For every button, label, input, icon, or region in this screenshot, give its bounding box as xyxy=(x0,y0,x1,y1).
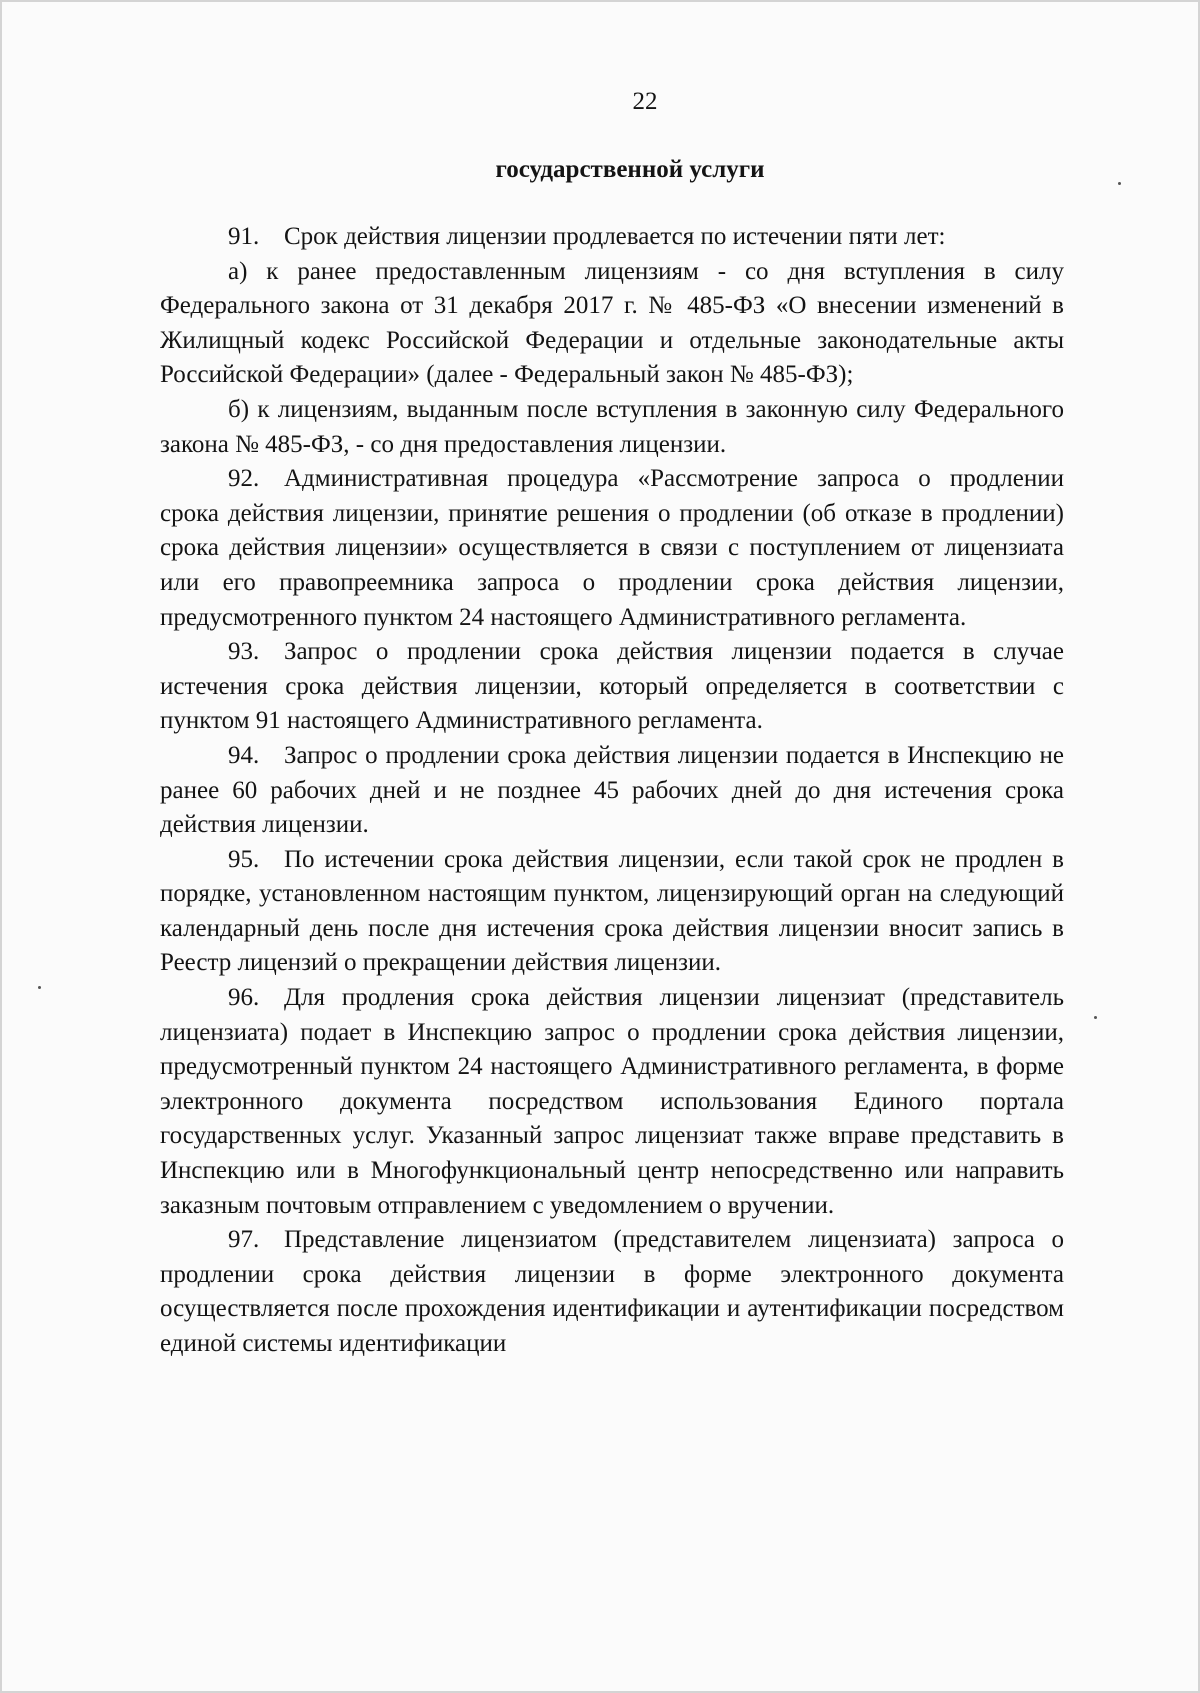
paragraph-number: 97. xyxy=(228,1226,260,1254)
paragraph-92 xyxy=(160,462,1064,635)
paragraph-text: Представление лицензиатом (представителем лицензиата) запроса о продлении срока действия лицензии в форме электронного документа осуществляется после прохождения идентификации и аутентификации посредством единой системы идентификации xyxy=(160,1226,1064,1357)
scan-speck xyxy=(1094,1016,1097,1019)
paragraph-95 xyxy=(160,843,1064,981)
document-body xyxy=(160,220,1064,1362)
paragraph-text: Для продления срока действия лицензии лицензиат (представитель лицензиата) подает в Инспекцию запрос о продлении срока действия лицензии, предусмотренный пунктом 24 настоящего Административного регламента, в форме электронного документа посредством использования Единого портала государственных услуг. Указанный запрос лицензиат также вправе представить в Инспекцию или в Многофункциональный центр непосредственно или направить заказным почтовым отправлением с уведомлением о вручении. xyxy=(160,984,1064,1219)
scan-speck xyxy=(38,986,41,989)
paragraph-number: 95. xyxy=(228,845,260,873)
paragraph-text: По истечении срока действия лицензии, если такой срок не продлен в порядке, установленном настоящим пунктом, лицензирующий орган на следующий календарный день после дня истечения срока действия лицензии вносит запись в Реестр лицензий о прекращении действия лицензии. xyxy=(160,845,1064,977)
paragraph-text: Запрос о продлении срока действия лицензии подается в случае истечения срока действия лицензии, который определяется в соответствии с пунктом 91 настоящего Административного регламента. xyxy=(160,638,1064,735)
paragraph-number: 94. xyxy=(228,741,260,769)
section-heading: государственной услуги xyxy=(495,156,765,183)
paragraph-text: Срок действия лицензии продлевается по истечении пяти лет: xyxy=(284,223,946,250)
paragraph-91-b xyxy=(160,393,1064,462)
paragraph-97 xyxy=(160,1223,1064,1361)
paragraph-number: 91. xyxy=(228,223,260,250)
page-number: 22 xyxy=(632,88,658,115)
paragraph-text: а) к ранее предоставленным лицензиям - со дня вступления в силу Федерального закона от 31 декабря 2017 г. № 485-ФЗ «О внесении изменений в Жилищный кодекс Российской Федерации и отдельные законодательные акты Российской Федерации» (далее - Федеральный закон № 485-ФЗ); xyxy=(160,257,1064,389)
paragraph-93 xyxy=(160,635,1064,739)
paragraph-number: 93. xyxy=(228,638,260,666)
paragraph-94 xyxy=(160,739,1064,843)
paragraph-text: Запрос о продлении срока действия лицензии подается в Инспекцию не ранее 60 рабочих дней и не позднее 45 рабочих дней до дня истечения срока действия лицензии. xyxy=(160,741,1064,839)
paragraph-96 xyxy=(160,981,1064,1223)
paragraph-number: 96. xyxy=(228,984,260,1012)
paragraph-91-a xyxy=(160,255,1064,393)
paragraph-text: б) к лицензиям, выданным после вступления в законную силу Федерального закона № 485-ФЗ, - со дня предоставления лицензии. xyxy=(160,395,1064,458)
scan-speck xyxy=(1118,182,1121,185)
paragraph-text: Административная процедура «Рассмотрение запроса о продлении срока действия лицензии, принятие решения о продлении (об отказе в продлении) срока действия лицензии» осуществляется в связи с поступлением от лицензиата или его правопреемника запроса о продлении срока действия лицензии, предусмотренного пунктом 24 настоящего Административного регламента. xyxy=(160,465,1064,631)
paragraph-number: 92. xyxy=(228,465,260,493)
paragraph-91 xyxy=(160,220,1064,255)
